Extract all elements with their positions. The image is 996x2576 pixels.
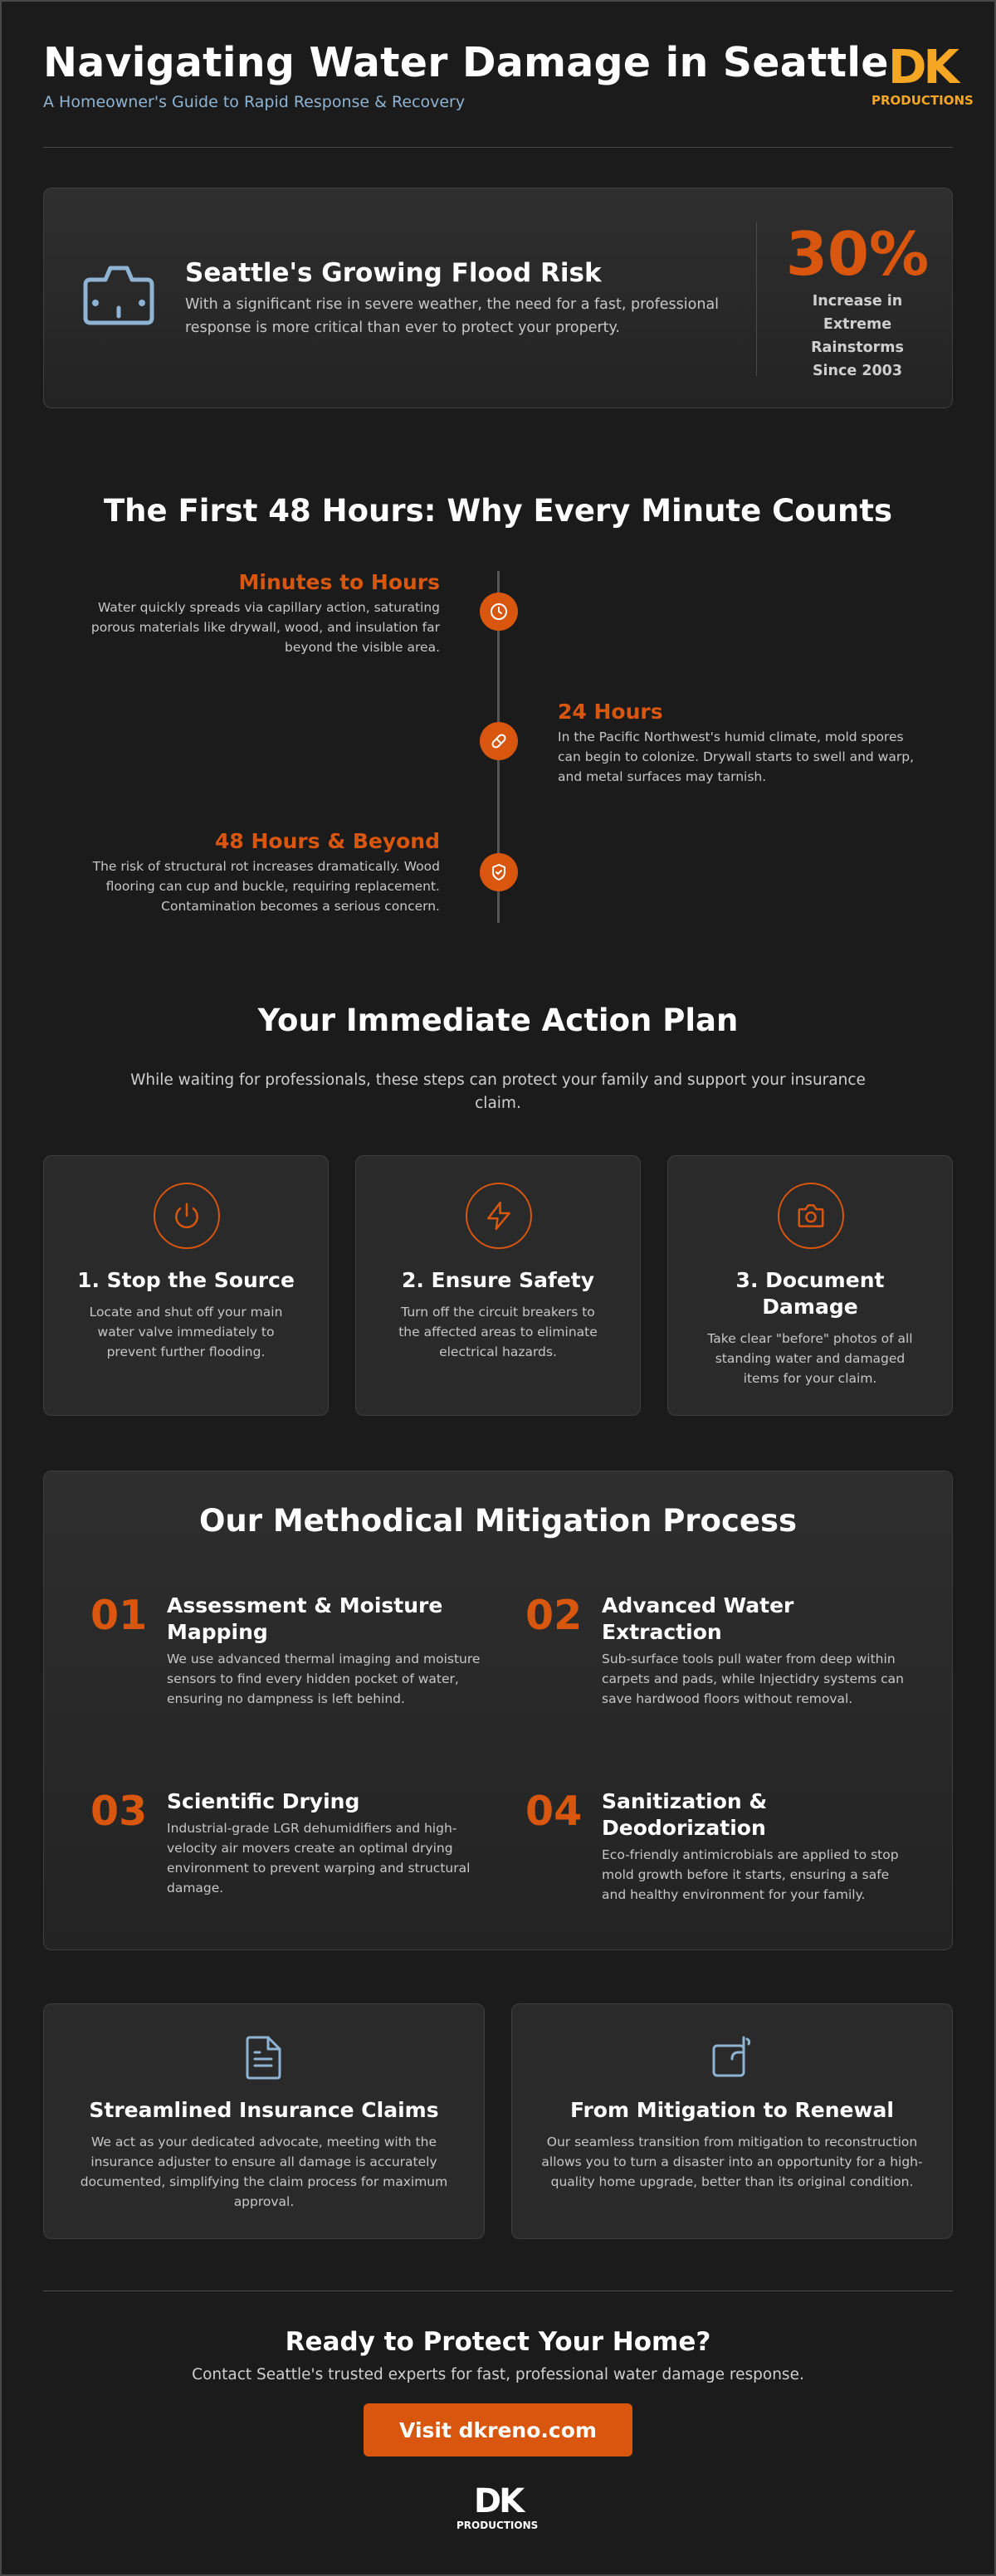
timeline-item-2 [558, 699, 923, 787]
timeline-item-text: In the Pacific Northwest's humid climate, mold spores can begin to colonize. Drywall starts to swell and warp, and metal surfaces may tarnish. [558, 729, 914, 784]
feature-card-insurance [43, 2003, 485, 2239]
timeline-item-title: 48 Hours & Beyond [215, 829, 440, 853]
process-step-text: Industrial-grade LGR dehumidifiers and high-velocity air movers create an optimal drying environment to prevent warping and structural damage. [167, 1821, 471, 1895]
timeline-item-title: Minutes to Hours [238, 570, 440, 594]
timeline-item-title: 24 Hours [558, 700, 663, 724]
process-step-number: 04 [525, 1788, 583, 1835]
timeline-dot-3 [480, 853, 518, 891]
feature-card-title: Streamlined Insurance Claims [89, 2098, 439, 2122]
visit-website-button[interactable]: Visit dkreno.com [364, 2403, 632, 2456]
process-title: Our Methodical Mitigation Process [198, 1503, 798, 1539]
timeline-item-text: Water quickly spreads via capillary action, saturating porous materials like drywall, wood, and insulation far beyond the visible area. [90, 600, 440, 655]
action-card-text: Turn off the circuit breakers to the affected areas to eliminate electrical hazards. [398, 1305, 598, 1359]
action-icon-ring [778, 1183, 844, 1249]
process-step-2 [525, 1593, 915, 1709]
cta-subtitle: Contact Seattle's trusted experts for fast, professional water damage response. [192, 2366, 804, 2383]
process-step-number: 03 [90, 1788, 148, 1835]
process-step-title: Sanitization & Deodorization [602, 1789, 768, 1840]
action-card-title: 2. Ensure Safety [401, 1268, 595, 1292]
logo [872, 41, 974, 110]
feature-card-renewal [511, 2003, 953, 2239]
process-step-number: 02 [525, 1592, 583, 1639]
risk-stat [763, 220, 952, 383]
renovation-icon [709, 2034, 755, 2081]
process-step-4 [525, 1788, 915, 1905]
document-icon [243, 2034, 285, 2081]
mitigation-process-section [43, 1471, 953, 1950]
flood-risk-card [43, 188, 953, 408]
action-card-document-damage [667, 1155, 953, 1416]
risk-text: With a significant rise in severe weather, the need for a fast, professional response is more critical than ever to protect your property. [185, 296, 720, 336]
logo-mark: DK [888, 41, 956, 95]
process-step-3 [90, 1788, 481, 1898]
process-step-title: Advanced Water Extraction [602, 1593, 794, 1644]
footer-logo-text: PRODUCTIONS [456, 2520, 539, 2531]
timeline-title: The First 48 Hours: Why Every Minute Counts [103, 493, 893, 529]
action-plan-title: Your Immediate Action Plan [257, 1003, 739, 1038]
risk-divider [756, 222, 757, 376]
footer-logo [456, 2482, 539, 2536]
timeline-dot-1 [480, 593, 518, 631]
action-card-ensure-safety [355, 1155, 641, 1416]
header [43, 38, 974, 148]
process-step-number: 01 [90, 1592, 148, 1639]
process-step-text: We use advanced thermal imaging and moisture sensors to find every hidden pocket of water, ensuring no dampness is left behind. [167, 1651, 481, 1706]
process-step-title: Assessment & Moisture Mapping [167, 1593, 443, 1644]
process-step-title: Scientific Drying [167, 1789, 360, 1813]
action-card-title: 1. Stop the Source [77, 1268, 295, 1292]
action-icon-ring [466, 1183, 532, 1249]
logo-text: PRODUCTIONS [872, 93, 974, 108]
power-icon [171, 1200, 203, 1232]
bandage-icon [489, 731, 509, 751]
action-card-stop-source [43, 1155, 329, 1416]
timeline-dot-2 [480, 722, 518, 760]
process-step-1 [90, 1593, 481, 1709]
clock-icon [489, 602, 509, 622]
process-step-text: Eco-friendly antimicrobials are applied to stop mold growth before it starts, ensuring a safe and healthy environment for your family. [602, 1847, 899, 1902]
infographic-page [2, 2, 994, 2574]
lightning-icon [483, 1200, 515, 1232]
action-card-text: Take clear "before" photos of all standing water and damaged items for your claim. [707, 1331, 913, 1386]
timeline-item-text: The risk of structural rot increases dramatically. Wood flooring can cup and buckle, requiring replacement. Contamination becomes a serious concern. [92, 859, 440, 914]
page-subtitle: A Homeowner's Guide to Rapid Response & Recovery [43, 93, 466, 111]
shield-icon [489, 862, 509, 882]
feature-card-text: Our seamless transition from mitigation to reconstruction allows you to turn a disaster into an opportunity for a high-quality home upgrade, better than its original condition. [541, 2134, 923, 2189]
camera-icon [81, 261, 157, 328]
risk-title: Seattle's Growing Flood Risk [185, 258, 602, 288]
action-card-text: Locate and shut off your main water valve immediately to prevent further flooding. [89, 1305, 283, 1359]
action-icon-ring [154, 1183, 220, 1249]
cta-title: Ready to Protect Your Home? [285, 2327, 711, 2357]
action-card-title: 3. Document Damage [735, 1268, 885, 1319]
risk-stat-value: 30% [785, 219, 930, 289]
footer-logo-mark: DK [473, 2482, 523, 2520]
page-title: Navigating Water Damage in Seattle [43, 39, 889, 86]
process-step-text: Sub-surface tools pull water from deep within carpets and pads, while Injectidry systems can save hardwood floors without removal. [602, 1651, 904, 1706]
feature-card-text: We act as your dedicated advocate, meeting with the insurance adjuster to ensure all damage is accurately documented, simplifying the claim process for maximum approval. [80, 2134, 448, 2209]
camera-icon [795, 1200, 827, 1232]
risk-stat-label: Increase in Extreme Rainstorms Since 2003 [811, 293, 904, 379]
feature-card-title: From Mitigation to Renewal [570, 2098, 894, 2122]
action-plan-description: While waiting for professionals, these steps can protect your family and support your insurance claim. [130, 1071, 866, 1112]
timeline-item-3 [75, 828, 440, 916]
timeline-item-1 [75, 569, 440, 657]
